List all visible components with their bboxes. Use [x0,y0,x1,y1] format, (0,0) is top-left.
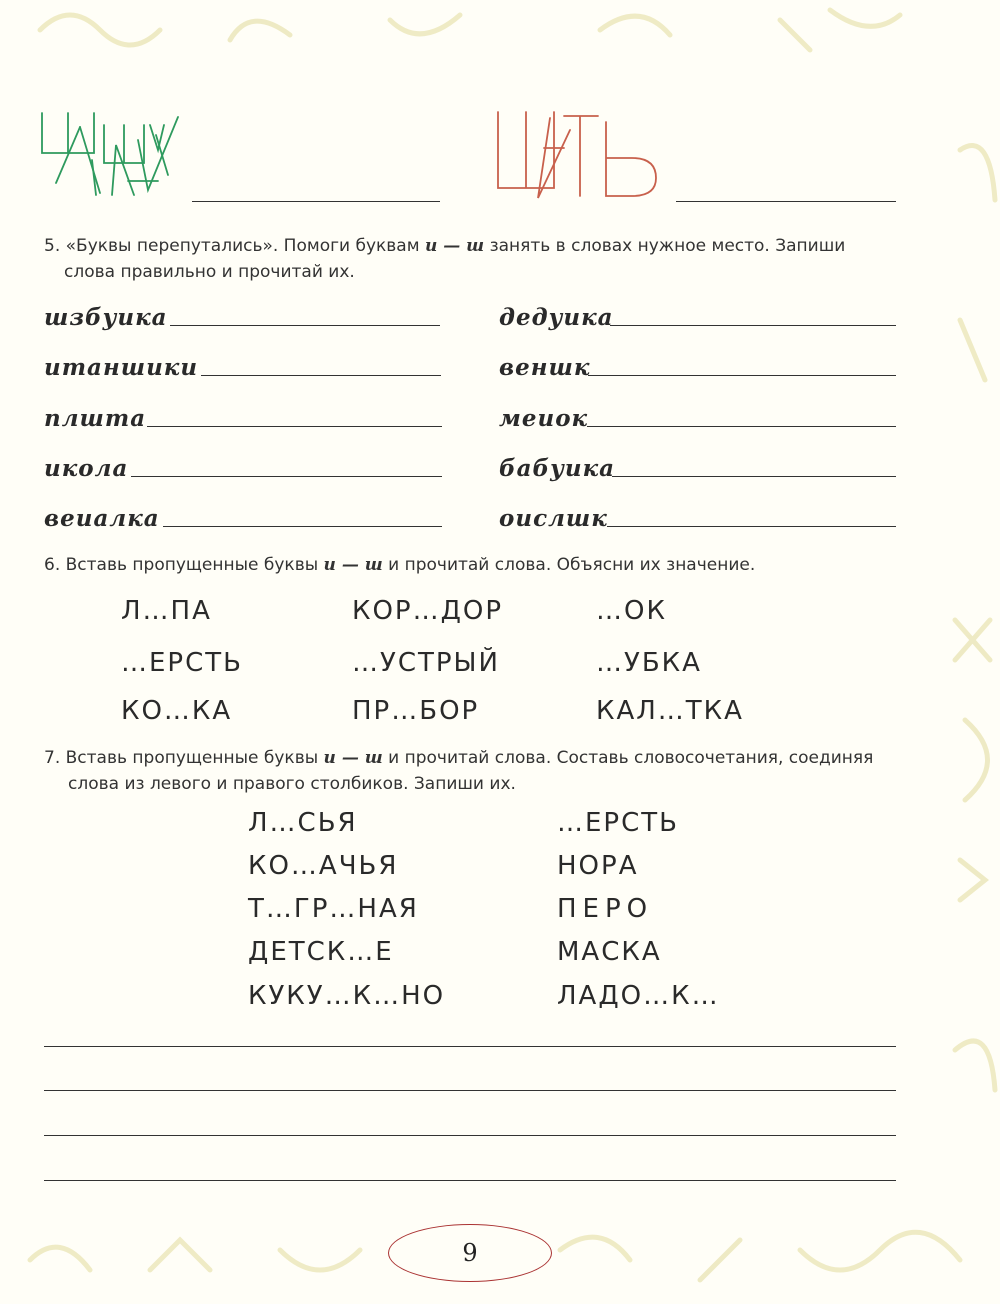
ex6-word: …УСТРЫЙ [352,648,500,678]
exercise5-number: 5. [44,236,61,256]
answer-line-top-left[interactable] [192,201,440,202]
ex6-word: Л…ПА [121,596,212,626]
ex5-answer-line[interactable] [163,526,442,527]
ex5-word: веиалка [44,505,160,532]
ex5-answer-line[interactable] [201,375,441,376]
exercise5-instruction: 5. «Буквы перепутались». Помоги буквам и — ш занять в словах нужное место. Запиши слова правильно и прочитай их. [44,236,846,282]
ex5-word: плшта [44,405,147,432]
answer-line-top-right[interactable] [676,201,896,202]
ex5-answer-line[interactable] [612,476,896,477]
exercise7-letters: и — ш [323,748,383,768]
ex5-word: шзбуика [44,304,168,331]
ex7-right-word: ЛАДО…К… [557,981,720,1011]
exercise7-number: 7. [44,748,61,768]
writing-line[interactable] [44,1180,896,1181]
exercise6-number: 6. [44,555,61,575]
ex7-right-word: МАСКА [557,937,662,967]
ex5-answer-line[interactable] [147,426,442,427]
ex6-word: КОР…ДОР [352,596,504,626]
ex5-answer-line[interactable] [131,476,442,477]
exercise6-letters: и — ш [323,555,383,575]
ex5-answer-line[interactable] [587,426,896,427]
scrambled-word-red [494,108,664,203]
scrambled-word-green [38,105,188,200]
exercise5-letters: и — ш [424,236,485,256]
ex6-word: …ОК [596,596,667,626]
ex7-left-word: ДЕТСК…Е [248,937,394,967]
exercise7-instruction: 7. Вставь пропущенные буквы и — ш и прочитай слова. Составь словосочетания, соединяя слова из левого и правого столбиков. Запиши их. [44,748,874,794]
ex5-word: дедуика [499,304,614,331]
ex7-right-word: …ЕРСТЬ [557,808,679,838]
ex5-word: оислшк [499,505,608,532]
exercise6-instruction: 6. Вставь пропущенные буквы и — ш и прочитай слова. Объясни их значение. [44,555,756,575]
ex7-left-word: Т…ГР…НАЯ [248,894,419,924]
ex6-word: …ЕРСТЬ [121,648,243,678]
ex5-word: итаншики [44,354,199,381]
ex5-word: икола [44,455,129,482]
ex5-answer-line[interactable] [607,526,896,527]
ex5-word: веншк [499,354,591,381]
ex7-left-word: Л…СЬЯ [248,808,358,838]
ex6-word: КАЛ…ТКА [596,696,744,726]
ex7-right-word: ПЕРО [557,894,654,924]
ex7-left-word: КУКУ…К…НО [248,981,446,1011]
ex7-right-word: НОРА [557,851,639,881]
writing-line[interactable] [44,1135,896,1136]
ex6-word: КО…КА [121,696,233,726]
ex5-word: меиок [499,405,589,432]
ex5-answer-line[interactable] [170,325,440,326]
ex5-word: бабуика [499,455,616,482]
page-number: 9 [388,1224,552,1282]
ex6-word: ПР…БОР [352,696,480,726]
ex6-word: …УБКА [596,648,702,678]
writing-line[interactable] [44,1090,896,1091]
writing-line[interactable] [44,1046,896,1047]
ex5-answer-line[interactable] [610,325,896,326]
ex5-answer-line[interactable] [588,375,896,376]
ex7-left-word: КО…АЧЬЯ [248,851,399,881]
